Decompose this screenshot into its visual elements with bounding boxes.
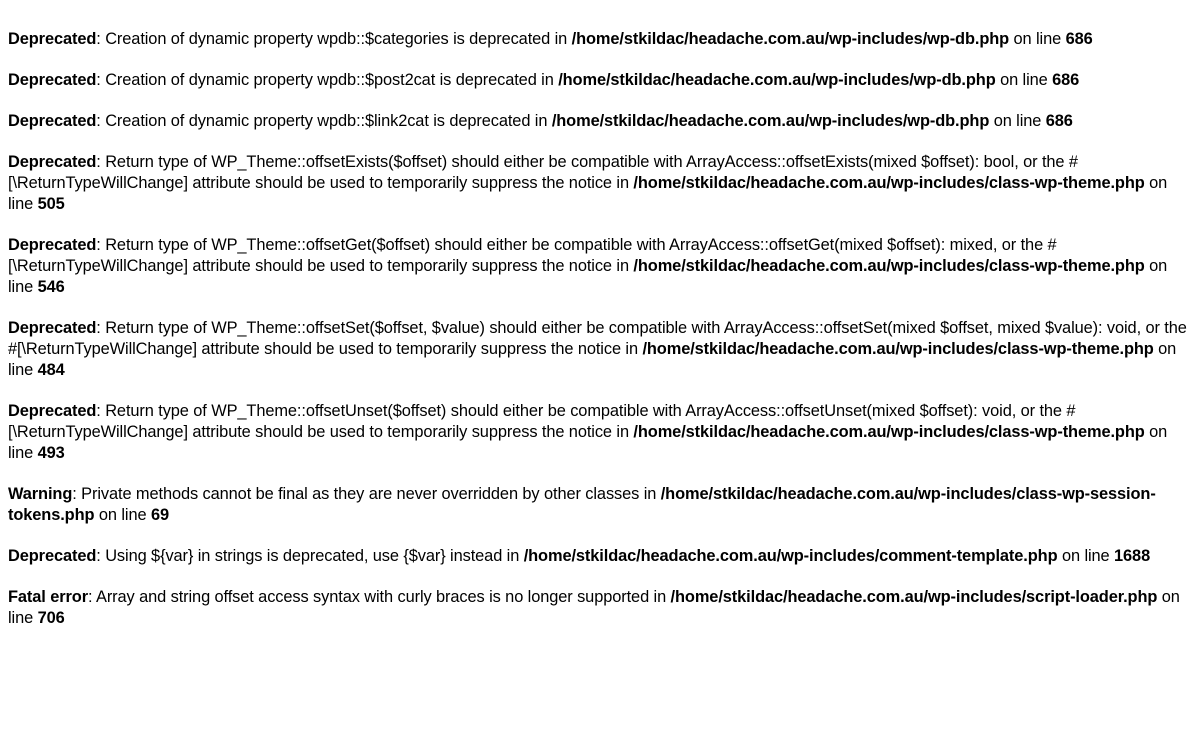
- file-path: /home/stkildac/headache.com.au/wp-includes/script-loader.php: [670, 588, 1158, 606]
- file-path: /home/stkildac/headache.com.au/wp-includes/class-wp-theme.php: [633, 423, 1145, 441]
- message-level: Deprecated: [8, 402, 97, 420]
- warning-notice: [8, 484, 1192, 526]
- message-text: : Return type of WP_Theme::offsetGet($offset) should either be compatible with ArrayAccess::offsetGet(mixed $offset): mixed, or the #[\ReturnTypeWillChange] attribute should be used to temporarily suppress the notice in: [8, 236, 1057, 275]
- deprecated-notice: [8, 546, 1192, 567]
- message-level: Deprecated: [8, 236, 97, 254]
- line-number: 686: [1065, 30, 1093, 48]
- message-level: Deprecated: [8, 71, 97, 89]
- on-line-label: on line: [8, 340, 1177, 379]
- line-number: 686: [1045, 112, 1073, 130]
- fatal-error-notice: [8, 587, 1192, 629]
- message-text: : Creation of dynamic property wpdb::$post2cat is deprecated in: [96, 71, 559, 89]
- on-line-label: on line: [1009, 30, 1066, 48]
- line-number: 686: [1052, 71, 1080, 89]
- message-text: : Return type of WP_Theme::offsetExists($offset) should either be compatible with ArrayAccess::offsetExists(mixed $offset): bool, or the #[\ReturnTypeWillChange] attribute should be used to temporarily suppress the notice in: [8, 153, 1078, 192]
- message-level: Fatal error: [8, 588, 88, 606]
- message-level: Deprecated: [8, 319, 97, 337]
- on-line-label: on line: [995, 71, 1053, 89]
- deprecated-notice: [8, 111, 1192, 132]
- line-number: 546: [37, 278, 65, 296]
- message-level: Warning: [8, 485, 73, 503]
- file-path: /home/stkildac/headache.com.au/wp-includes/wp-db.php: [558, 71, 996, 89]
- line-number: 706: [37, 609, 65, 627]
- message-text: : Using ${var} in strings is deprecated, use {$var} instead in: [96, 547, 524, 565]
- line-number: 505: [37, 195, 65, 213]
- message-level: Deprecated: [8, 30, 97, 48]
- deprecated-notice: [8, 29, 1192, 50]
- on-line-label: on line: [8, 423, 1168, 462]
- message-text: : Array and string offset access syntax with curly braces is no longer supported in: [87, 588, 671, 606]
- message-text: : Creation of dynamic property wpdb::$link2cat is deprecated in: [96, 112, 552, 130]
- deprecated-notice: [8, 70, 1192, 91]
- on-line-label: on line: [1057, 547, 1115, 565]
- line-number: 484: [37, 361, 65, 379]
- file-path: /home/stkildac/headache.com.au/wp-includes/wp-db.php: [551, 112, 990, 130]
- deprecated-notice: [8, 235, 1192, 298]
- line-number: 493: [37, 444, 65, 462]
- on-line-label: on line: [989, 112, 1046, 130]
- message-level: Deprecated: [8, 153, 97, 171]
- on-line-label: on line: [94, 506, 151, 524]
- file-path: /home/stkildac/headache.com.au/wp-includes/class-wp-theme.php: [633, 257, 1145, 275]
- message-level: Deprecated: [8, 547, 97, 565]
- line-number: 69: [150, 506, 169, 524]
- file-path: /home/stkildac/headache.com.au/wp-includes/class-wp-theme.php: [642, 340, 1154, 358]
- file-path: /home/stkildac/headache.com.au/wp-includes/class-wp-theme.php: [633, 174, 1145, 192]
- deprecated-notice: [8, 318, 1192, 381]
- line-number: 1688: [1114, 547, 1151, 565]
- deprecated-notice: [8, 152, 1192, 215]
- message-text: : Private methods cannot be final as they are never overridden by other classes in: [72, 485, 661, 503]
- deprecated-notice: [8, 401, 1192, 464]
- message-text: : Creation of dynamic property wpdb::$categories is deprecated in: [96, 30, 572, 48]
- file-path: /home/stkildac/headache.com.au/wp-includes/class-wp-session-tokens.php: [8, 485, 1156, 524]
- file-path: /home/stkildac/headache.com.au/wp-includes/comment-template.php: [523, 547, 1058, 565]
- message-level: Deprecated: [8, 112, 97, 130]
- on-line-label: on line: [8, 174, 1168, 213]
- file-path: /home/stkildac/headache.com.au/wp-includes/wp-db.php: [571, 30, 1010, 48]
- on-line-label: on line: [8, 257, 1168, 296]
- message-text: : Return type of WP_Theme::offsetSet($offset, $value) should either be compatible with ArrayAccess::offsetSet(mixed $offset, mixed $value): void, or the #[\ReturnTypeWillChange] attribute should be used to temporarily suppress the notice in: [8, 319, 1187, 358]
- message-text: : Return type of WP_Theme::offsetUnset($offset) should either be compatible with ArrayAccess::offsetUnset(mixed $offset): void, or the #[\ReturnTypeWillChange] attribute should be used to temporarily suppress the notice in: [8, 402, 1076, 441]
- on-line-label: on line: [8, 588, 1180, 627]
